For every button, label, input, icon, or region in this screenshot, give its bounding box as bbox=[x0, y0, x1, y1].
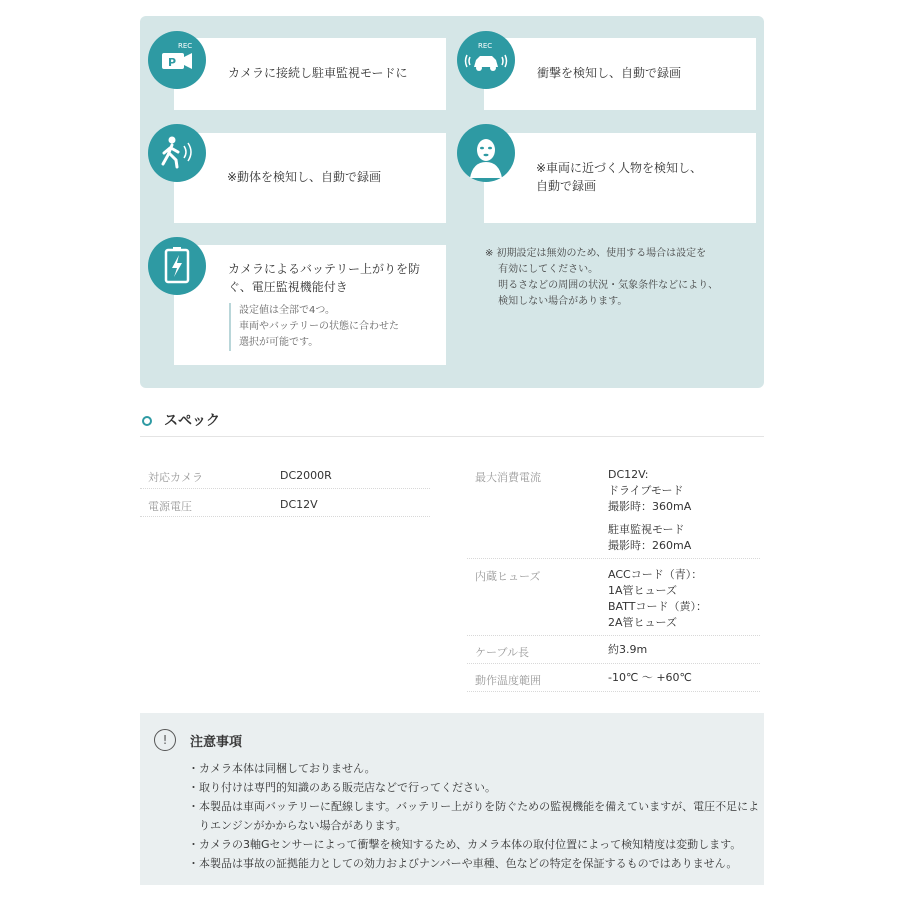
spec-row-max-current bbox=[467, 458, 760, 559]
feature-text: カメラに接続し駐車監視モードに bbox=[228, 66, 408, 80]
feature-card-battery bbox=[174, 245, 446, 365]
spec-label: 内蔵ヒューズ bbox=[475, 570, 541, 583]
feature-card-parking-mode bbox=[174, 38, 446, 110]
spec-title: スペック bbox=[164, 413, 220, 429]
note-line: 車両やバッテリーの状態に合わせた bbox=[239, 321, 399, 332]
masked-person-icon bbox=[457, 124, 515, 182]
spec-row-temperature bbox=[467, 663, 760, 692]
spec-label: 対応カメラ bbox=[148, 471, 203, 484]
spec-value-line: 2A管ヒューズ bbox=[608, 616, 677, 629]
note-line: 検知しない場合があります。 bbox=[485, 296, 628, 307]
note-line: 選択が可能です。 bbox=[239, 337, 319, 348]
spec-value: 約3.9m bbox=[608, 643, 648, 656]
feature-card-person bbox=[484, 133, 756, 223]
note-line: 設定値は全部で4つ。 bbox=[239, 305, 335, 316]
note-line: 明るさなどの周囲の状況・気象条件などにより、 bbox=[485, 280, 719, 291]
spec-value: -10℃ ～ +60℃ bbox=[608, 671, 692, 684]
rec-label: REC bbox=[478, 42, 493, 50]
list-item: ・カメラの3軸Gセンサーによって衝撃を検知するため、カメラ本体の取付位置によって検知精度は変動します。 bbox=[188, 838, 742, 851]
feature-text-line1: ※車両に近づく人物を検知し、 bbox=[536, 161, 703, 175]
spec-row-camera bbox=[140, 458, 430, 489]
rec-impact-icon bbox=[457, 31, 515, 89]
feature-card-motion bbox=[174, 133, 446, 223]
feature-panel bbox=[140, 16, 764, 388]
spec-row-fuse bbox=[467, 558, 760, 636]
spec-value-line: 撮影時：360mA bbox=[608, 500, 692, 513]
rec-parking-icon bbox=[148, 31, 206, 89]
spec-value: DC2000R bbox=[280, 469, 332, 482]
feature-text-line2: ぐ、電圧監視機能付き bbox=[228, 280, 348, 294]
caution-box bbox=[140, 713, 764, 885]
spec-label: ケーブル長 bbox=[475, 646, 530, 659]
spec-value-line: 1A管ヒューズ bbox=[608, 584, 677, 597]
feature-text-line1: カメラによるバッテリー上がりを防 bbox=[228, 262, 421, 276]
parking-letter: P bbox=[168, 56, 177, 69]
spec-value-line: 駐車監視モード bbox=[608, 523, 685, 536]
feature-card-impact bbox=[484, 38, 756, 110]
list-item: ・カメラ本体は同梱しておりません。 bbox=[188, 762, 376, 775]
spec-value-line: DC12V: bbox=[608, 468, 649, 481]
spec-label: 動作温度範囲 bbox=[475, 674, 541, 687]
spec-value bbox=[608, 467, 691, 554]
motion-sensor-icon bbox=[148, 124, 206, 182]
feature-text: 衝撃を検知し、自動で録画 bbox=[537, 66, 682, 80]
feature-text: ※動体を検知し、自動で録画 bbox=[227, 170, 382, 184]
rec-label: REC bbox=[178, 42, 193, 50]
list-item: ・本製品は事故の証拠能力としての効力およびナンバーや車種、色などの特定を保証するものではありません。 bbox=[188, 857, 738, 870]
battery-bolt-icon bbox=[148, 237, 206, 295]
spec-row-voltage bbox=[140, 488, 430, 517]
exclamation-icon: ! bbox=[154, 729, 176, 751]
spec-value-line: 撮影時：260mA bbox=[608, 539, 692, 552]
detection-note bbox=[485, 246, 718, 310]
note-line: ※ 初期設定は無効のため、使用する場合は設定を bbox=[485, 248, 707, 259]
spec-section-header bbox=[140, 404, 764, 437]
feature-text-line2: 自動で録画 bbox=[536, 179, 597, 193]
spec-value-line: BATTコード（黄）： bbox=[608, 600, 707, 613]
spec-value-line: ドライブモード bbox=[608, 484, 684, 497]
spec-label: 最大消費電流 bbox=[475, 471, 541, 484]
list-item: ・取り付けは専門的知識のある販売店などで行ってください。 bbox=[188, 781, 496, 794]
list-item: りエンジンがかからない場合があります。 bbox=[188, 819, 407, 832]
caution-title: 注意事項 bbox=[190, 735, 243, 750]
spec-value bbox=[608, 567, 707, 631]
spec-label: 電源電圧 bbox=[148, 500, 192, 513]
spec-row-cable bbox=[467, 635, 760, 664]
caution-list bbox=[188, 759, 759, 873]
circle-bullet-icon bbox=[142, 416, 152, 426]
list-item: ・本製品は車両バッテリーに配線します。バッテリー上がりを防ぐための監視機能を備えていますが、電圧不足によ bbox=[188, 800, 760, 813]
spec-value: DC12V bbox=[280, 498, 318, 511]
battery-setting-note bbox=[229, 303, 399, 351]
note-line: 有効にしてください。 bbox=[485, 264, 599, 275]
spec-value-line: ACCコード（青）： bbox=[608, 568, 703, 581]
